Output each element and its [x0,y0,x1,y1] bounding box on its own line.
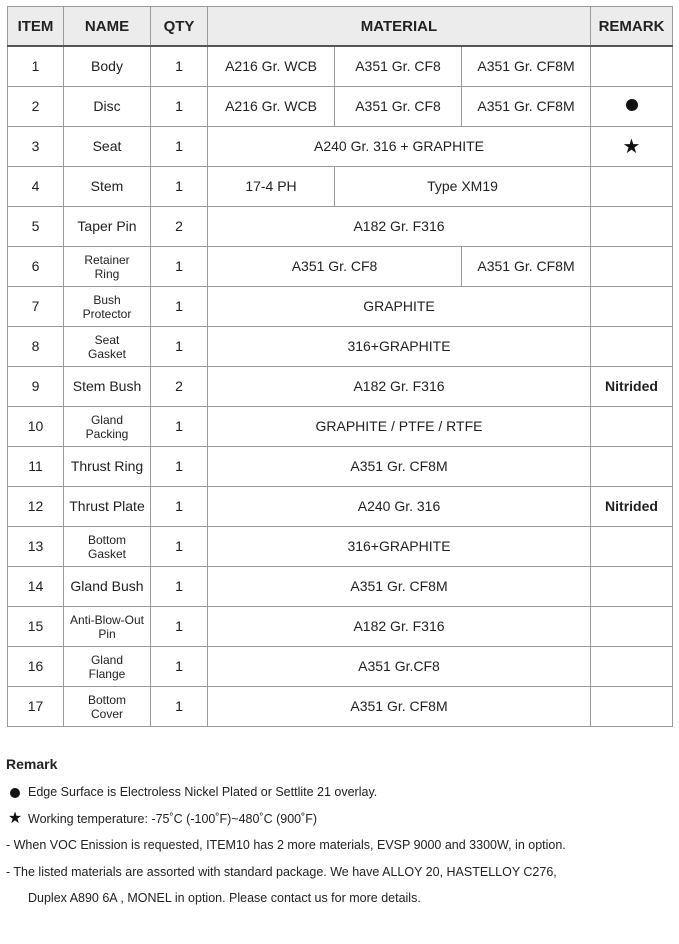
table-row [8,287,673,327]
header-qty: QTY [151,7,208,47]
qty-cell: 1 [151,87,208,127]
qty-cell: 2 [151,207,208,247]
qty-cell: 1 [151,527,208,567]
remark-cell [591,127,673,167]
name-line: Gasket [87,346,126,361]
qty-cell: 1 [151,127,208,167]
table-row [8,46,673,87]
remark-cell [591,247,673,287]
material-cell: A240 Gr. 316 + GRAPHITE [208,127,591,167]
remarks-title: Remark [6,756,58,772]
name-line: Ring [94,266,120,281]
table-row [8,447,673,487]
item-cell: 11 [8,447,64,487]
item-cell: 9 [8,367,64,407]
qty-cell: 1 [151,607,208,647]
table-row [8,327,673,367]
remark-note-voc: - When VOC Enission is requested, ITEM10 has 2 more materials, EVSP 9000 and 3300W, in option. [6,838,566,852]
header-material: MATERIAL [208,7,591,47]
material-cell: A351 Gr.CF8 [208,647,591,687]
item-cell: 12 [8,487,64,527]
remarks-section [6,756,671,915]
name-line: Pin [98,626,116,641]
remark-cell [591,687,673,727]
material-cell: A216 Gr. WCB [208,46,335,87]
remark-cell [591,207,673,247]
name-cell: Stem Bush [64,367,151,407]
header-name: NAME [64,7,151,47]
material-cell: GRAPHITE / PTFE / RTFE [208,407,591,447]
qty-cell: 1 [151,247,208,287]
material-cell: GRAPHITE [208,287,591,327]
material-cell: A351 Gr. CF8 [335,87,462,127]
remark-note-materials: - The listed materials are assorted with standard package. We have ALLOY 20, HASTELLOY C276, [6,864,557,879]
star-icon: ★ [622,135,641,158]
remark-note-text: Edge Surface is Electroless Nickel Plated or Settlite 21 overlay. [28,785,378,799]
name-cell: Gland Bush [64,567,151,607]
table-row [8,647,673,687]
name-line: Bush [93,292,121,307]
table-row [8,407,673,447]
remark-cell [591,287,673,327]
name-line: Gasket [87,546,126,561]
star-icon: ★ [7,809,23,827]
material-cell: A240 Gr. 316 [208,487,591,527]
item-cell: 8 [8,327,64,367]
remark-note-text: Working temperature: -75˚C (-100˚F)~480˚C (900˚F) [28,811,318,826]
remark-cell: Nitrided [591,487,673,527]
material-cell: A182 Gr. F316 [208,207,591,247]
material-cell: A182 Gr. F316 [208,367,591,407]
item-cell: 7 [8,287,64,327]
item-cell: 1 [8,46,64,87]
name-cell [64,247,151,287]
remark-cell [591,607,673,647]
name-line: Bottom [87,692,126,707]
remark-cell [591,167,673,207]
name-line: Packing [85,426,129,441]
material-cell: A351 Gr. CF8M [208,447,591,487]
qty-cell: 1 [151,447,208,487]
qty-cell: 1 [151,167,208,207]
table-row [8,567,673,607]
remark-cell [591,567,673,607]
header-item: ITEM [8,7,64,47]
item-cell: 13 [8,527,64,567]
qty-cell: 1 [151,46,208,87]
table-row [8,367,673,407]
material-cell: 316+GRAPHITE [208,527,591,567]
material-cell: 316+GRAPHITE [208,327,591,367]
name-cell [64,607,151,647]
item-cell: 3 [8,127,64,167]
item-cell: 14 [8,567,64,607]
remark-cell [591,527,673,567]
item-cell: 2 [8,87,64,127]
name-cell [64,327,151,367]
material-cell: A351 Gr. CF8M [208,567,591,607]
item-cell: 6 [8,247,64,287]
name-line: Anti-Blow-Out [69,612,145,627]
remark-cell [591,46,673,87]
qty-cell: 1 [151,407,208,447]
qty-cell: 1 [151,487,208,527]
qty-cell: 1 [151,647,208,687]
material-cell: Type XM19 [335,167,591,207]
header-remark: REMARK [591,7,673,47]
table-row [8,487,673,527]
item-cell: 15 [8,607,64,647]
table-row [8,527,673,567]
name-cell: Thrust Plate [64,487,151,527]
table-row [8,127,673,167]
material-cell: A351 Gr. CF8M [462,247,591,287]
remark-cell [591,647,673,687]
qty-cell: 1 [151,287,208,327]
name-line: Bottom [87,532,126,547]
material-cell: A216 Gr. WCB [208,87,335,127]
table-row [8,87,673,127]
material-cell: A182 Gr. F316 [208,607,591,647]
name-cell: Seat [64,127,151,167]
name-cell [64,527,151,567]
table-header-row [8,7,673,47]
remark-cell [591,87,673,127]
remark-cell [591,407,673,447]
name-line: Retainer [84,252,130,267]
name-cell [64,647,151,687]
qty-cell: 1 [151,687,208,727]
name-cell [64,687,151,727]
name-cell: Taper Pin [64,207,151,247]
name-line: Flange [88,666,126,681]
remark-note-circle [6,782,671,809]
name-cell: Body [64,46,151,87]
name-line: Cover [90,706,123,721]
name-line: Gland [90,412,123,427]
remark-note-materials-cont: Duplex A890 6A , MONEL in option. Please contact us for more details. [28,891,421,905]
item-cell: 10 [8,407,64,447]
material-cell: A351 Gr. CF8 [208,247,462,287]
name-line: Gland [90,652,123,667]
qty-cell: 1 [151,567,208,607]
material-cell: A351 Gr. CF8M [462,46,591,87]
table-row [8,167,673,207]
material-cell: 17-4 PH [208,167,335,207]
item-cell: 16 [8,647,64,687]
material-cell: A351 Gr. CF8M [208,687,591,727]
qty-cell: 2 [151,367,208,407]
name-cell [64,287,151,327]
item-cell: 17 [8,687,64,727]
name-line: Seat [94,332,120,347]
table-row [8,207,673,247]
table-row [8,247,673,287]
bill-of-materials-table [7,6,673,727]
table-row [8,687,673,727]
item-cell: 5 [8,207,64,247]
remark-cell: Nitrided [591,367,673,407]
filled-circle-icon [10,788,20,798]
qty-cell: 1 [151,327,208,367]
name-cell: Disc [64,87,151,127]
name-cell: Thrust Ring [64,447,151,487]
name-cell: Stem [64,167,151,207]
item-cell: 4 [8,167,64,207]
remark-cell [591,447,673,487]
filled-circle-icon [626,99,638,111]
material-cell: A351 Gr. CF8 [335,46,462,87]
name-cell [64,407,151,447]
name-line: Protector [82,306,132,321]
material-cell: A351 Gr. CF8M [462,87,591,127]
remark-cell [591,327,673,367]
remark-note-star [6,809,671,836]
table-row [8,607,673,647]
